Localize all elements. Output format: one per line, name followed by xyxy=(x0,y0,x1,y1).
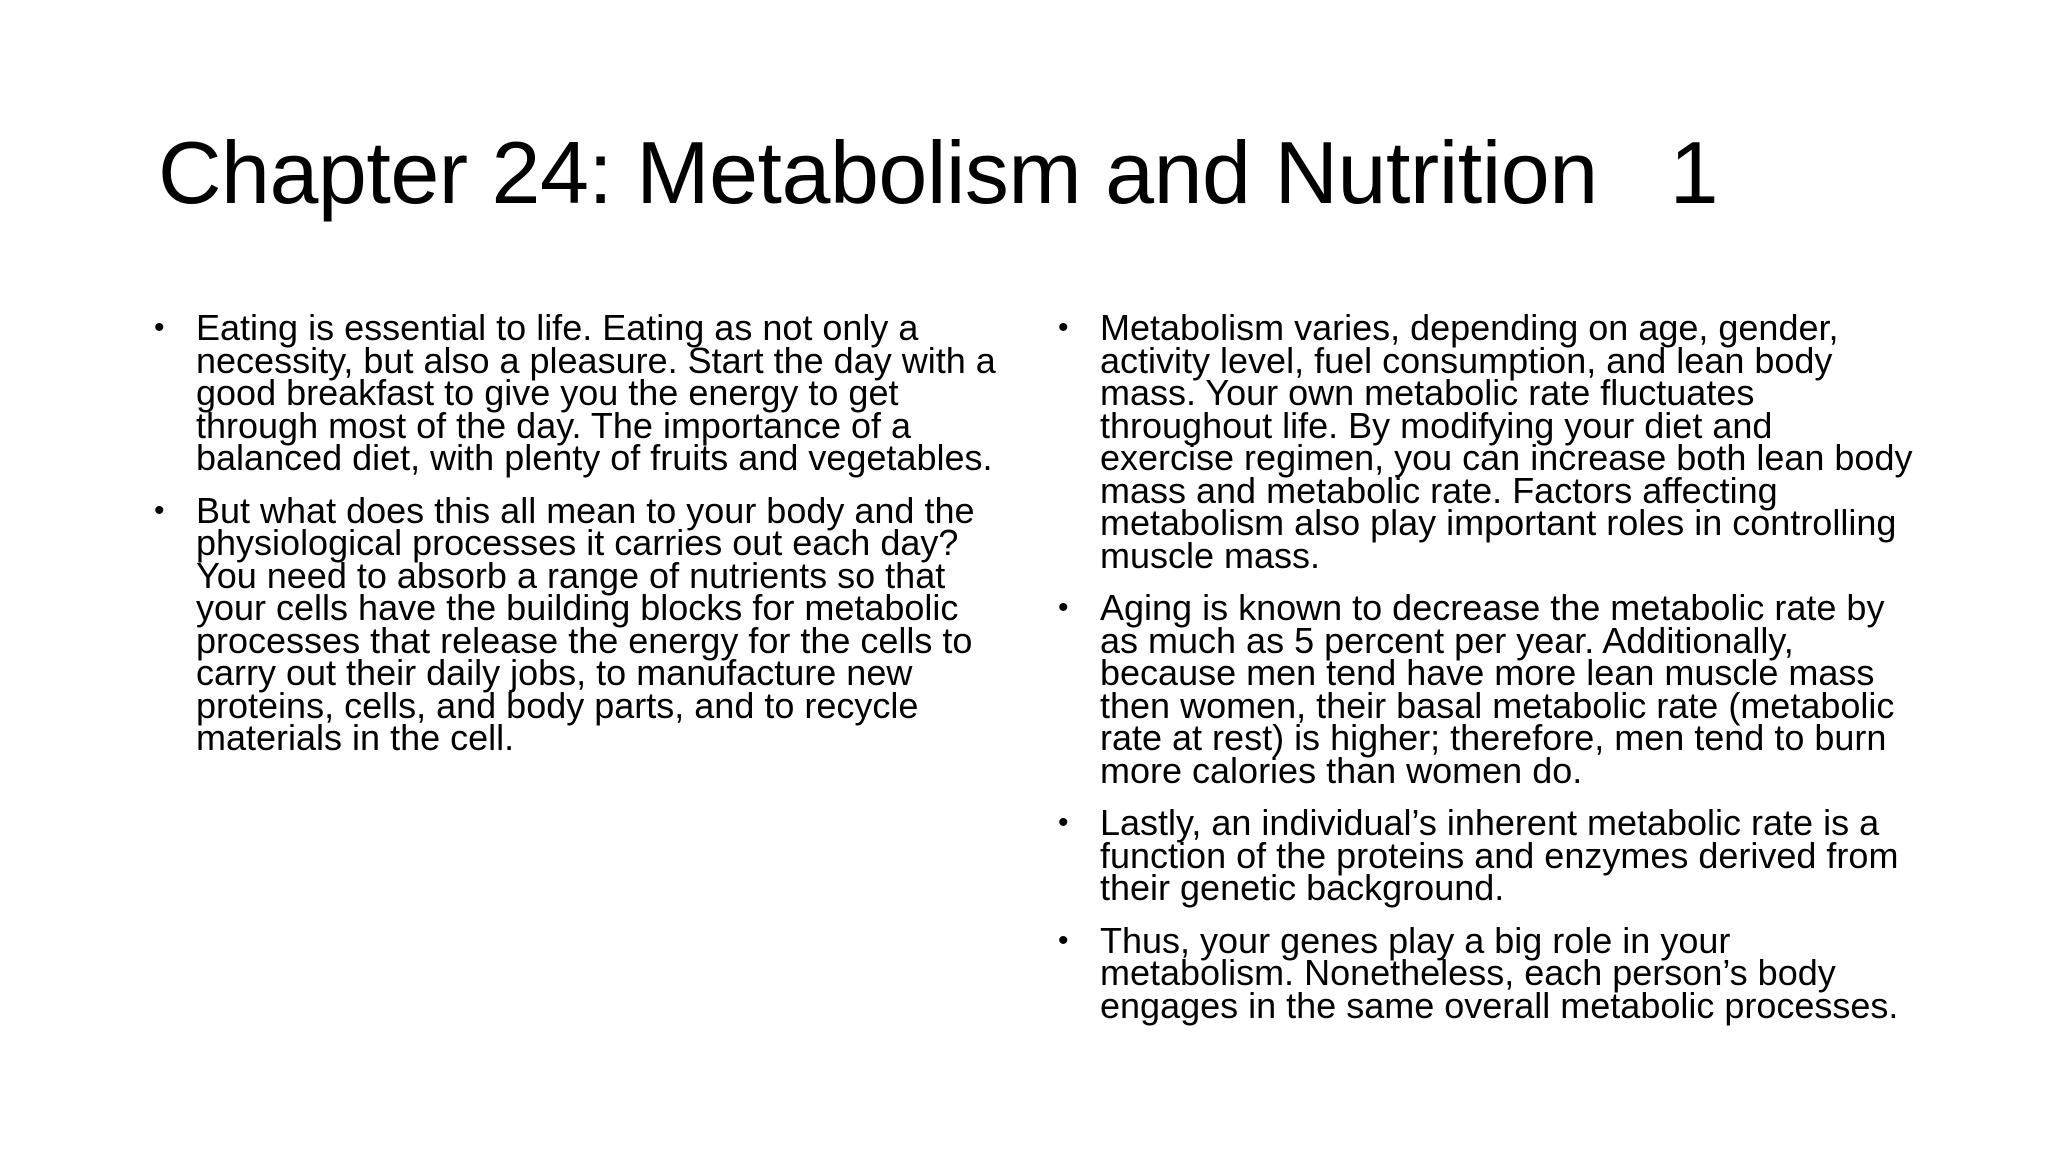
bullet-dot: • xyxy=(154,493,165,527)
bullet-text: Aging is known to decrease the metabolic rate by as much as 5 percent per year. Additionally, because men tend have more lean muscle mass then women, their basal metabolic rate (metabolic rate at rest) is higher; therefore, men tend to burn more calories than women do. xyxy=(1100,587,1895,791)
bullet-text: Lastly, an individual’s inherent metabolic rate is a function of the proteins and enzymes derived from their genetic background. xyxy=(1100,802,1899,908)
left-bullet-list xyxy=(152,307,1022,758)
left-column xyxy=(152,307,1022,775)
bullet-item xyxy=(1056,587,1916,791)
bullet-text: Metabolism varies, depending on age, gender, activity level, fuel consumption, and lean body mass. Your own metabolic rate fluctuates throughout life. By modifying your diet and exercise regimen, you can increase both lean body mass and metabolic rate. Factors affecting metabolism also play important roles in controlling muscle mass. xyxy=(1100,307,1913,576)
slide-title-text: Chapter 24: Metabolism and Nutrition xyxy=(158,123,1598,222)
bullet-item xyxy=(1056,307,1916,576)
bullet-text: But what does this all mean to your body and the physiological processes it carries out each day? You need to absorb a range of nutrients so that your cells have the building blocks for metabolic processes that release the energy for the cells to carry out their daily jobs, to manufacture new proteins, cells, and body parts, and to recycle materials in the cell. xyxy=(196,489,975,758)
slide-number: 1 xyxy=(1669,123,1719,222)
bullet-item xyxy=(1056,919,1916,1026)
bullet-text: Eating is essential to life. Eating as not only a necessity, but also a pleasure. Start the day with a good breakfast to give you the energy to get through most of the day. The importance of a balanced diet, with plenty of fruits and vegetables. xyxy=(196,307,996,478)
right-column xyxy=(1056,307,1916,1042)
bullet-item xyxy=(152,489,1022,758)
bullet-text: Thus, your genes play a big role in your metabolism. Nonetheless, each person’s body engages in the same overall metabolic processes. xyxy=(1100,919,1899,1026)
bullet-item xyxy=(1056,802,1916,908)
bullet-item xyxy=(152,307,1022,478)
bullet-dot: • xyxy=(1058,591,1069,624)
bullet-dot: • xyxy=(1058,923,1069,957)
bullet-dot: • xyxy=(1058,806,1069,839)
right-bullet-list xyxy=(1056,307,1916,1026)
bullet-dot: • xyxy=(1058,311,1069,344)
slide-title xyxy=(158,118,1958,228)
bullet-dot: • xyxy=(154,311,165,344)
